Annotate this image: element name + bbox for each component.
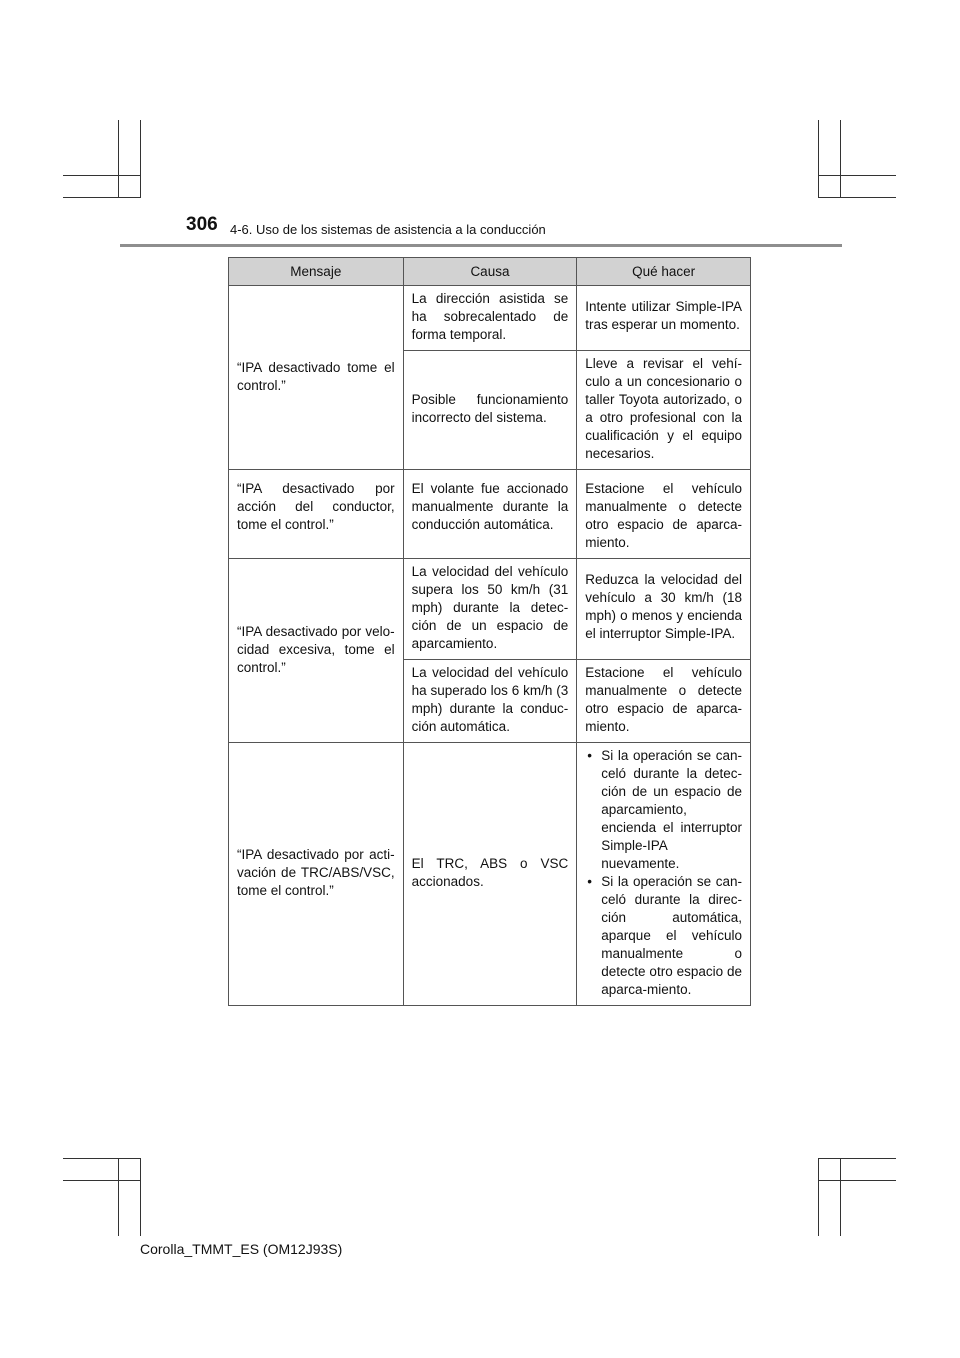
- message-table: [228, 257, 751, 1006]
- crop-mark: [118, 120, 119, 198]
- crop-mark: [63, 175, 141, 176]
- header-rule: [120, 244, 842, 247]
- crop-mark: [818, 1158, 819, 1236]
- cause-cell: La velocidad del vehículo supera los 50 km/h (31 mph) durante la detec-ción de un espacio de aparcamiento.: [403, 559, 577, 660]
- crop-mark: [818, 175, 896, 176]
- table-row: [229, 559, 751, 660]
- crop-mark: [118, 1158, 119, 1236]
- table-header-row: [229, 258, 751, 286]
- document-id: Corolla_TMMT_ES (OM12J93S): [140, 1241, 343, 1257]
- crop-mark: [840, 1158, 841, 1236]
- crop-mark: [818, 1158, 896, 1159]
- cause-cell: Posible funcionamiento incorrecto del sistema.: [403, 351, 577, 470]
- crop-mark: [140, 120, 141, 198]
- action-cell: Intente utilizar Simple-IPA tras esperar un momento.: [577, 286, 751, 351]
- crop-mark: [818, 1180, 896, 1181]
- crop-mark: [818, 120, 819, 198]
- action-cell: Lleve a revisar el vehí-culo a un concesionario o taller Toyota autorizado, o a otro profesional con la cualificación y el equipo necesarios.: [577, 351, 751, 470]
- column-header-cause: Causa: [403, 258, 577, 286]
- message-cell: “IPA desactivado tome el control.”: [229, 286, 404, 470]
- cause-cell: La velocidad del vehículo ha superado los 6 km/h (3 mph) durante la conduc-ción automática.: [403, 660, 577, 743]
- table-row: [229, 743, 751, 1006]
- action-bullet-list: [585, 747, 742, 999]
- list-item: • Si la operación se can-celó durante la direc-ción automática, aparque el vehículo manualmente o detecte otro espacio de aparca-miento.: [585, 873, 742, 999]
- action-cell: Estacione el vehículo manualmente o detecte otro espacio de aparca-miento.: [577, 660, 751, 743]
- cause-cell: El volante fue accionado manualmente durante la conducción automática.: [403, 470, 577, 559]
- page-number: 306: [186, 214, 218, 235]
- cause-cell: El TRC, ABS o VSC accionados.: [403, 743, 577, 1006]
- column-header-message: Mensaje: [229, 258, 404, 286]
- list-item: • Si la operación se can-celó durante la detec-ción de un espacio de aparcamiento, encienda el interruptor Simple-IPA nuevamente.: [585, 747, 742, 873]
- crop-mark: [818, 197, 896, 198]
- section-title: 4-6. Uso de los sistemas de asistencia a la conducción: [230, 222, 546, 237]
- message-cell: “IPA desactivado por acti-vación de TRC/ABS/VSC, tome el control.”: [229, 743, 404, 1006]
- action-cell: [577, 743, 751, 1006]
- crop-mark: [140, 1158, 141, 1236]
- table-row: [229, 286, 751, 351]
- action-cell: Reduzca la velocidad del vehículo a 30 km/h (18 mph) o menos y encienda el interruptor Simple-IPA.: [577, 559, 751, 660]
- cause-cell: La dirección asistida se ha sobrecalentado de forma temporal.: [403, 286, 577, 351]
- crop-mark: [63, 1180, 141, 1181]
- crop-mark: [63, 197, 141, 198]
- table-row: [229, 470, 751, 559]
- message-cell: “IPA desactivado por acción del conductor, tome el control.”: [229, 470, 404, 559]
- message-cell: “IPA desactivado por velo-cidad excesiva, tome el control.”: [229, 559, 404, 743]
- crop-mark: [63, 1158, 141, 1159]
- column-header-action: Qué hacer: [577, 258, 751, 286]
- action-cell: Estacione el vehículo manualmente o detecte otro espacio de aparca-miento.: [577, 470, 751, 559]
- crop-mark: [840, 120, 841, 198]
